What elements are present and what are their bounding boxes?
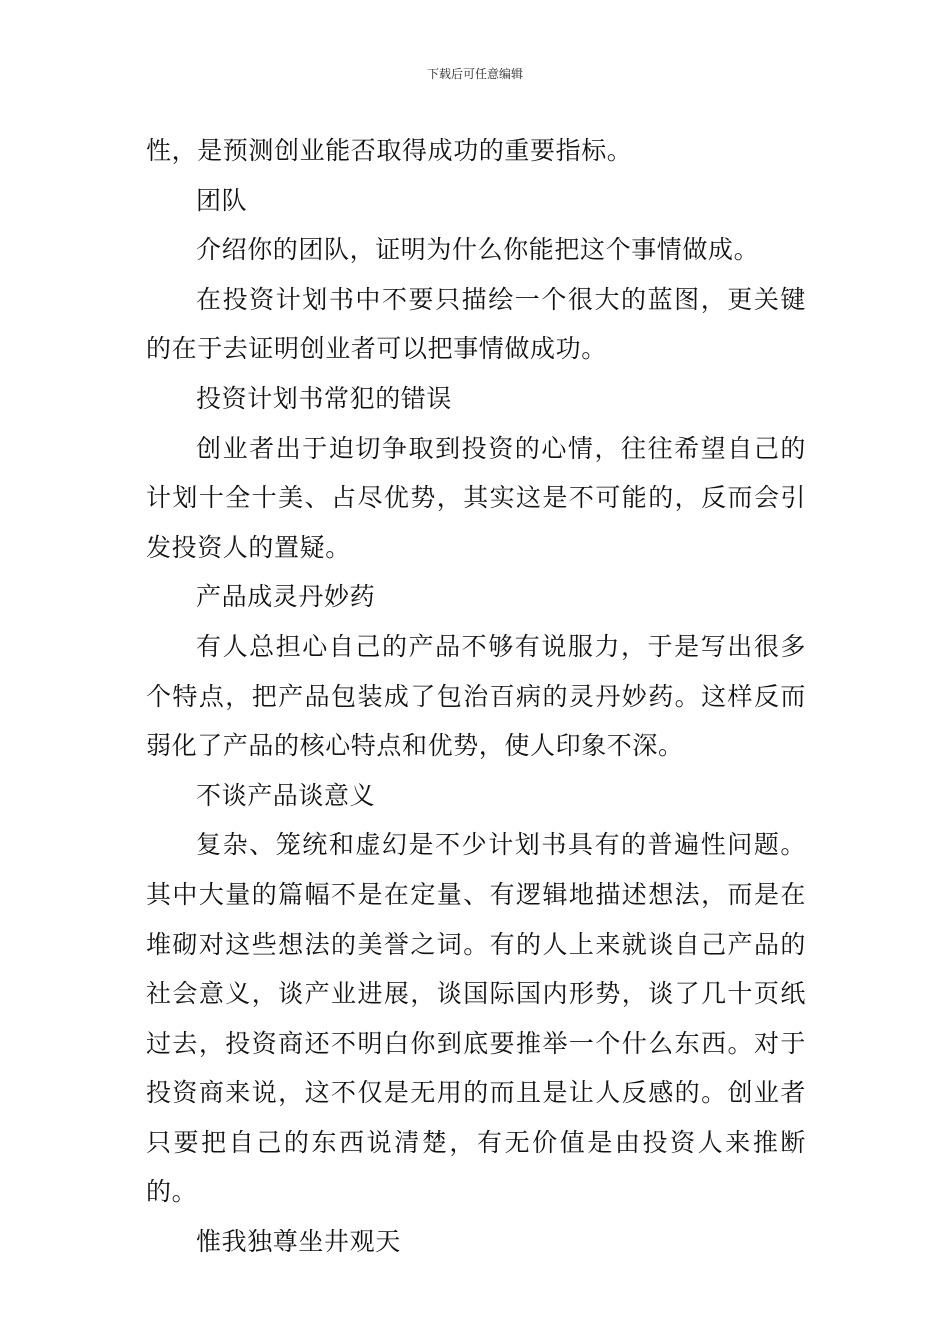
paragraph: 创业者出于迫切争取到投资的心情，往往希望自己的计划十全十美、占尽优势，其实这是不可能的，反而会引发投资人的置疑。	[146, 433, 806, 562]
paragraph-continuation: 性，是预测创业能否取得成功的重要指标。	[146, 136, 633, 165]
section-heading-meaning: 不谈产品谈意义	[196, 780, 376, 810]
document-body	[146, 126, 806, 1267]
page-header: 下载后可任意编辑	[426, 67, 523, 81]
section-heading-common-mistakes: 投资计划书常犯的错误	[196, 383, 453, 413]
section-heading-arrogance: 惟我独尊坐井观天	[196, 1227, 401, 1257]
paragraph: 在投资计划书中不要只描绘一个很大的蓝图，更关键的在于去证明创业者可以把事情做成功。	[146, 284, 806, 364]
section-heading-panacea: 产品成灵丹妙药	[196, 582, 376, 612]
paragraph: 介绍你的团队，证明为什么你能把这个事情做成。	[196, 235, 760, 265]
section-heading-team: 团队	[196, 185, 248, 215]
paragraph: 有人总担心自己的产品不够有说服力，于是写出很多个特点，把产品包装成了包治百病的灵丹妙药。这样反而弱化了产品的核心特点和优势，使人印象不深。	[146, 631, 806, 761]
paragraph: 复杂、笼统和虚幻是不少计划书具有的普遍性问题。其中大量的篇幅不是在定量、有逻辑地描述想法，而是在堆砌对这些想法的美誉之词。有的人上来就谈自己产品的社会意义，谈产业进展，谈国际国内形势，谈了几十页纸过去，投资商还不明白你到底要推举一个什么东西。对于投资商来说，这不仅是无用的而且是让人反感的。创业者只要把自己的东西说清楚，有无价值是由投资人来推断的。	[146, 830, 806, 1207]
